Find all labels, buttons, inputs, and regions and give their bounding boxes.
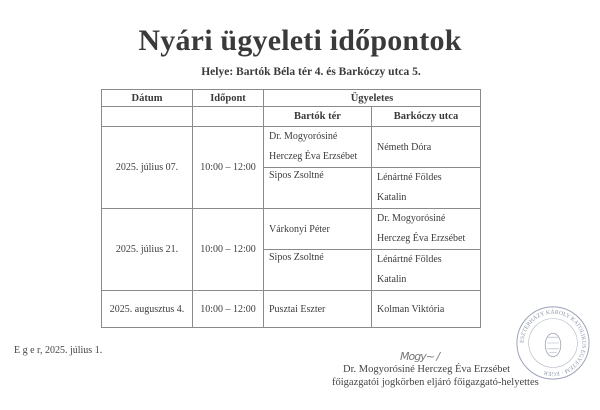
subheader-empty-date xyxy=(102,107,193,127)
schedule-table xyxy=(101,89,481,328)
bartok-cell: Várkonyi Péter xyxy=(264,209,372,250)
bartok-cell: Dr. Mogyorósiné Herczeg Éva Erzsébet xyxy=(264,127,372,168)
header-barkoczy: Barkóczy utca xyxy=(372,107,481,127)
bartok-cell: Pusztai Eszter xyxy=(264,291,372,328)
header-bartok: Bartók tér xyxy=(264,107,372,127)
header-time: Időpont xyxy=(193,90,264,107)
barkoczy-cell: Lénártné Földes Katalin xyxy=(372,168,481,209)
time-cell: 10:00 – 12:00 xyxy=(193,291,264,328)
official-stamp-icon xyxy=(514,304,592,382)
subheader-empty-time xyxy=(193,107,264,127)
table-row xyxy=(102,291,481,328)
handwritten-signature: Mogy~ / xyxy=(400,350,440,363)
barkoczy-cell: Kolman Viktória xyxy=(372,291,481,328)
time-cell: 10:00 – 12:00 xyxy=(193,127,264,209)
date-cell: 2025. július 07. xyxy=(102,127,193,209)
time-cell: 10:00 – 12:00 xyxy=(193,209,264,291)
signer-name: Dr. Mogyorósiné Herczeg Éva Erzsébet xyxy=(343,364,511,375)
table-row xyxy=(102,127,481,168)
header-duty: Ügyeletes xyxy=(264,90,481,107)
barkoczy-cell: Lénártné Földes Katalin xyxy=(372,250,481,291)
date-cell: 2025. július 21. xyxy=(102,209,193,291)
signer-role: főigazgatói jogkörben eljáró főigazgató-helyettes xyxy=(332,377,539,388)
bartok-cell: Sipos Zsoltné xyxy=(264,168,372,209)
location-subtitle: Helye: Bartók Béla tér 4. és Barkóczy utca 5. xyxy=(201,66,421,78)
barkoczy-cell: Dr. Mogyorósiné Herczeg Éva Erzsébet xyxy=(372,209,481,250)
date-cell: 2025. augusztus 4. xyxy=(102,291,193,328)
table-row xyxy=(102,209,481,250)
document-title: Nyári ügyeleti időpontok xyxy=(138,24,462,57)
place-date: E g e r, 2025. július 1. xyxy=(14,345,103,356)
header-date: Dátum xyxy=(102,90,193,107)
svg-text:ESZTERHÁZY KÁROLY KATOLIKUS EG: ESZTERHÁZY KÁROLY KATOLIKUS EGYETEM · EGER xyxy=(519,309,587,377)
bartok-cell: Sipos Zsoltné xyxy=(264,250,372,291)
barkoczy-cell: Németh Dóra xyxy=(372,127,481,168)
